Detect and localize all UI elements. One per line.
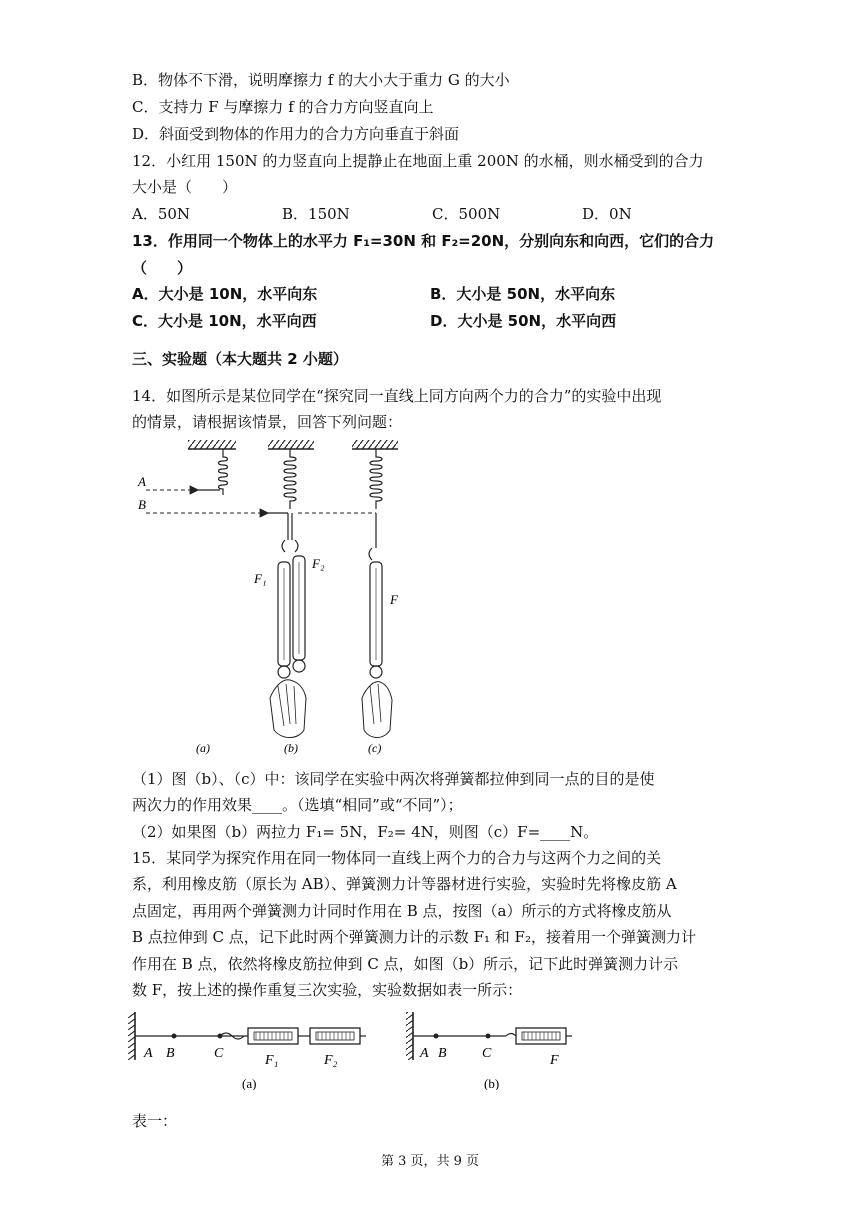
fig15a-label-c: C xyxy=(214,1046,224,1061)
fig15b-label-c: C xyxy=(482,1046,492,1061)
section-heading: 三、实验题（本大题共 2 小题） xyxy=(132,350,348,368)
fig14-label-a: A xyxy=(138,474,146,489)
fig15b-label-a: A xyxy=(420,1046,429,1061)
q15-figure xyxy=(120,1006,640,1090)
q12-option-a: A．50N xyxy=(132,205,191,223)
q15-stem-line5: 作用在 B 点，依然将橡皮筋拉伸到 C 点，如图（b）所示，记下此时弹簧测力计示 xyxy=(132,955,679,973)
q11-option-c: C．支持力 F 与摩擦力 f 的合力方向竖直向上 xyxy=(132,98,434,116)
q14-stem-line1: 14．如图所示是某位同学在“探究同一直线上同方向两个力的合力”的实验中出现 xyxy=(132,387,662,405)
fig14-caption-b: (b) xyxy=(284,741,298,755)
q15-stem-line2: 系，利用橡皮筋（原长为 AB）、弹簧测力计等器材进行实验，实验时先将橡皮筋 A xyxy=(132,875,677,893)
q13-stem-line1: 13．作用同一个物体上的水平力 F₁=30N 和 F₂=20N，分别向东和向西，它们的合力 xyxy=(132,232,715,250)
fig15a-label-f2: F₂ xyxy=(324,1053,338,1068)
q13-stem-line2: （ ） xyxy=(132,259,193,277)
fig15a-label-f1: F₁ xyxy=(265,1053,279,1068)
fig14-caption-c: (c) xyxy=(368,741,382,755)
q11-option-d: D．斜面受到物体的作用力的合力方向垂直于斜面 xyxy=(132,125,460,143)
q14-sub2: （2）如果图（b）两拉力 F₁= 5N，F₂= 4N，则图（c）F=____N。 xyxy=(132,823,599,841)
fig14-label-f: F xyxy=(390,592,398,607)
q12-stem-line1: 12．小红用 150N 的力竖直向上提静止在地面上重 200N 的水桶，则水桶受到的合力 xyxy=(132,152,704,170)
fig15b-label-b: B xyxy=(438,1046,447,1061)
q14-sub1-line2: 两次力的作用效果____。（选填“相同”或“不同”）； xyxy=(132,796,463,814)
page-footer: 第 3 页，共 9 页 xyxy=(380,1154,480,1169)
q13-option-d: D．大小是 50N，水平向西 xyxy=(430,312,617,330)
fig15-caption-b: (b) xyxy=(484,1076,500,1090)
q11-option-b: B．物体不下滑，说明摩擦力 f 的大小大于重力 G 的大小 xyxy=(132,71,510,89)
q13-option-a: A．大小是 10N，水平向东 xyxy=(132,285,318,303)
q14-figure xyxy=(132,436,422,758)
q15-stem-line4: B 点拉伸到 C 点，记下此时两个弹簧测力计的示数 F₁ 和 F₂，接着用一个弹簧测力计 xyxy=(132,928,696,946)
q12-option-b: B．150N xyxy=(282,205,350,223)
fig14-label-b: B xyxy=(138,497,146,512)
q12-option-c: C．500N xyxy=(432,205,501,223)
q13-option-c: C．大小是 10N，水平向西 xyxy=(132,312,317,330)
table-label: 表一： xyxy=(132,1112,178,1130)
fig15a-label-a: A xyxy=(144,1046,153,1061)
fig14-label-f1: F₁ xyxy=(254,571,267,586)
fig15b-label-f: F xyxy=(550,1053,559,1068)
q15-stem-line1: 15．某同学为探究作用在同一物体同一直线上两个力的合力与这两个力之间的关 xyxy=(132,849,662,867)
fig15-caption-a: (a) xyxy=(242,1076,257,1090)
q12-option-d: D．0N xyxy=(582,205,632,223)
q14-stem-line2: 的情景，请根据该情景，回答下列问题： xyxy=(132,413,403,431)
fig14-caption-a: (a) xyxy=(196,741,210,755)
q14-sub1-line1: （1）图（b）、（c）中：该同学在实验中两次将弹簧都拉伸到同一点的目的是使 xyxy=(132,770,655,788)
q13-option-b: B．大小是 50N，水平向东 xyxy=(430,285,616,303)
fig14-label-f2: F₂ xyxy=(312,556,325,571)
q15-stem-line6: 数 F，按上述的操作重复三次实验，实验数据如表一所示： xyxy=(132,981,523,999)
q12-stem-line2: 大小是（ ） xyxy=(132,178,238,196)
q15-stem-line3: 点固定，再用两个弹簧测力计同时作用在 B 点，按图（a）所示的方式将橡皮筋从 xyxy=(132,902,672,920)
fig15a-label-b: B xyxy=(166,1046,175,1061)
